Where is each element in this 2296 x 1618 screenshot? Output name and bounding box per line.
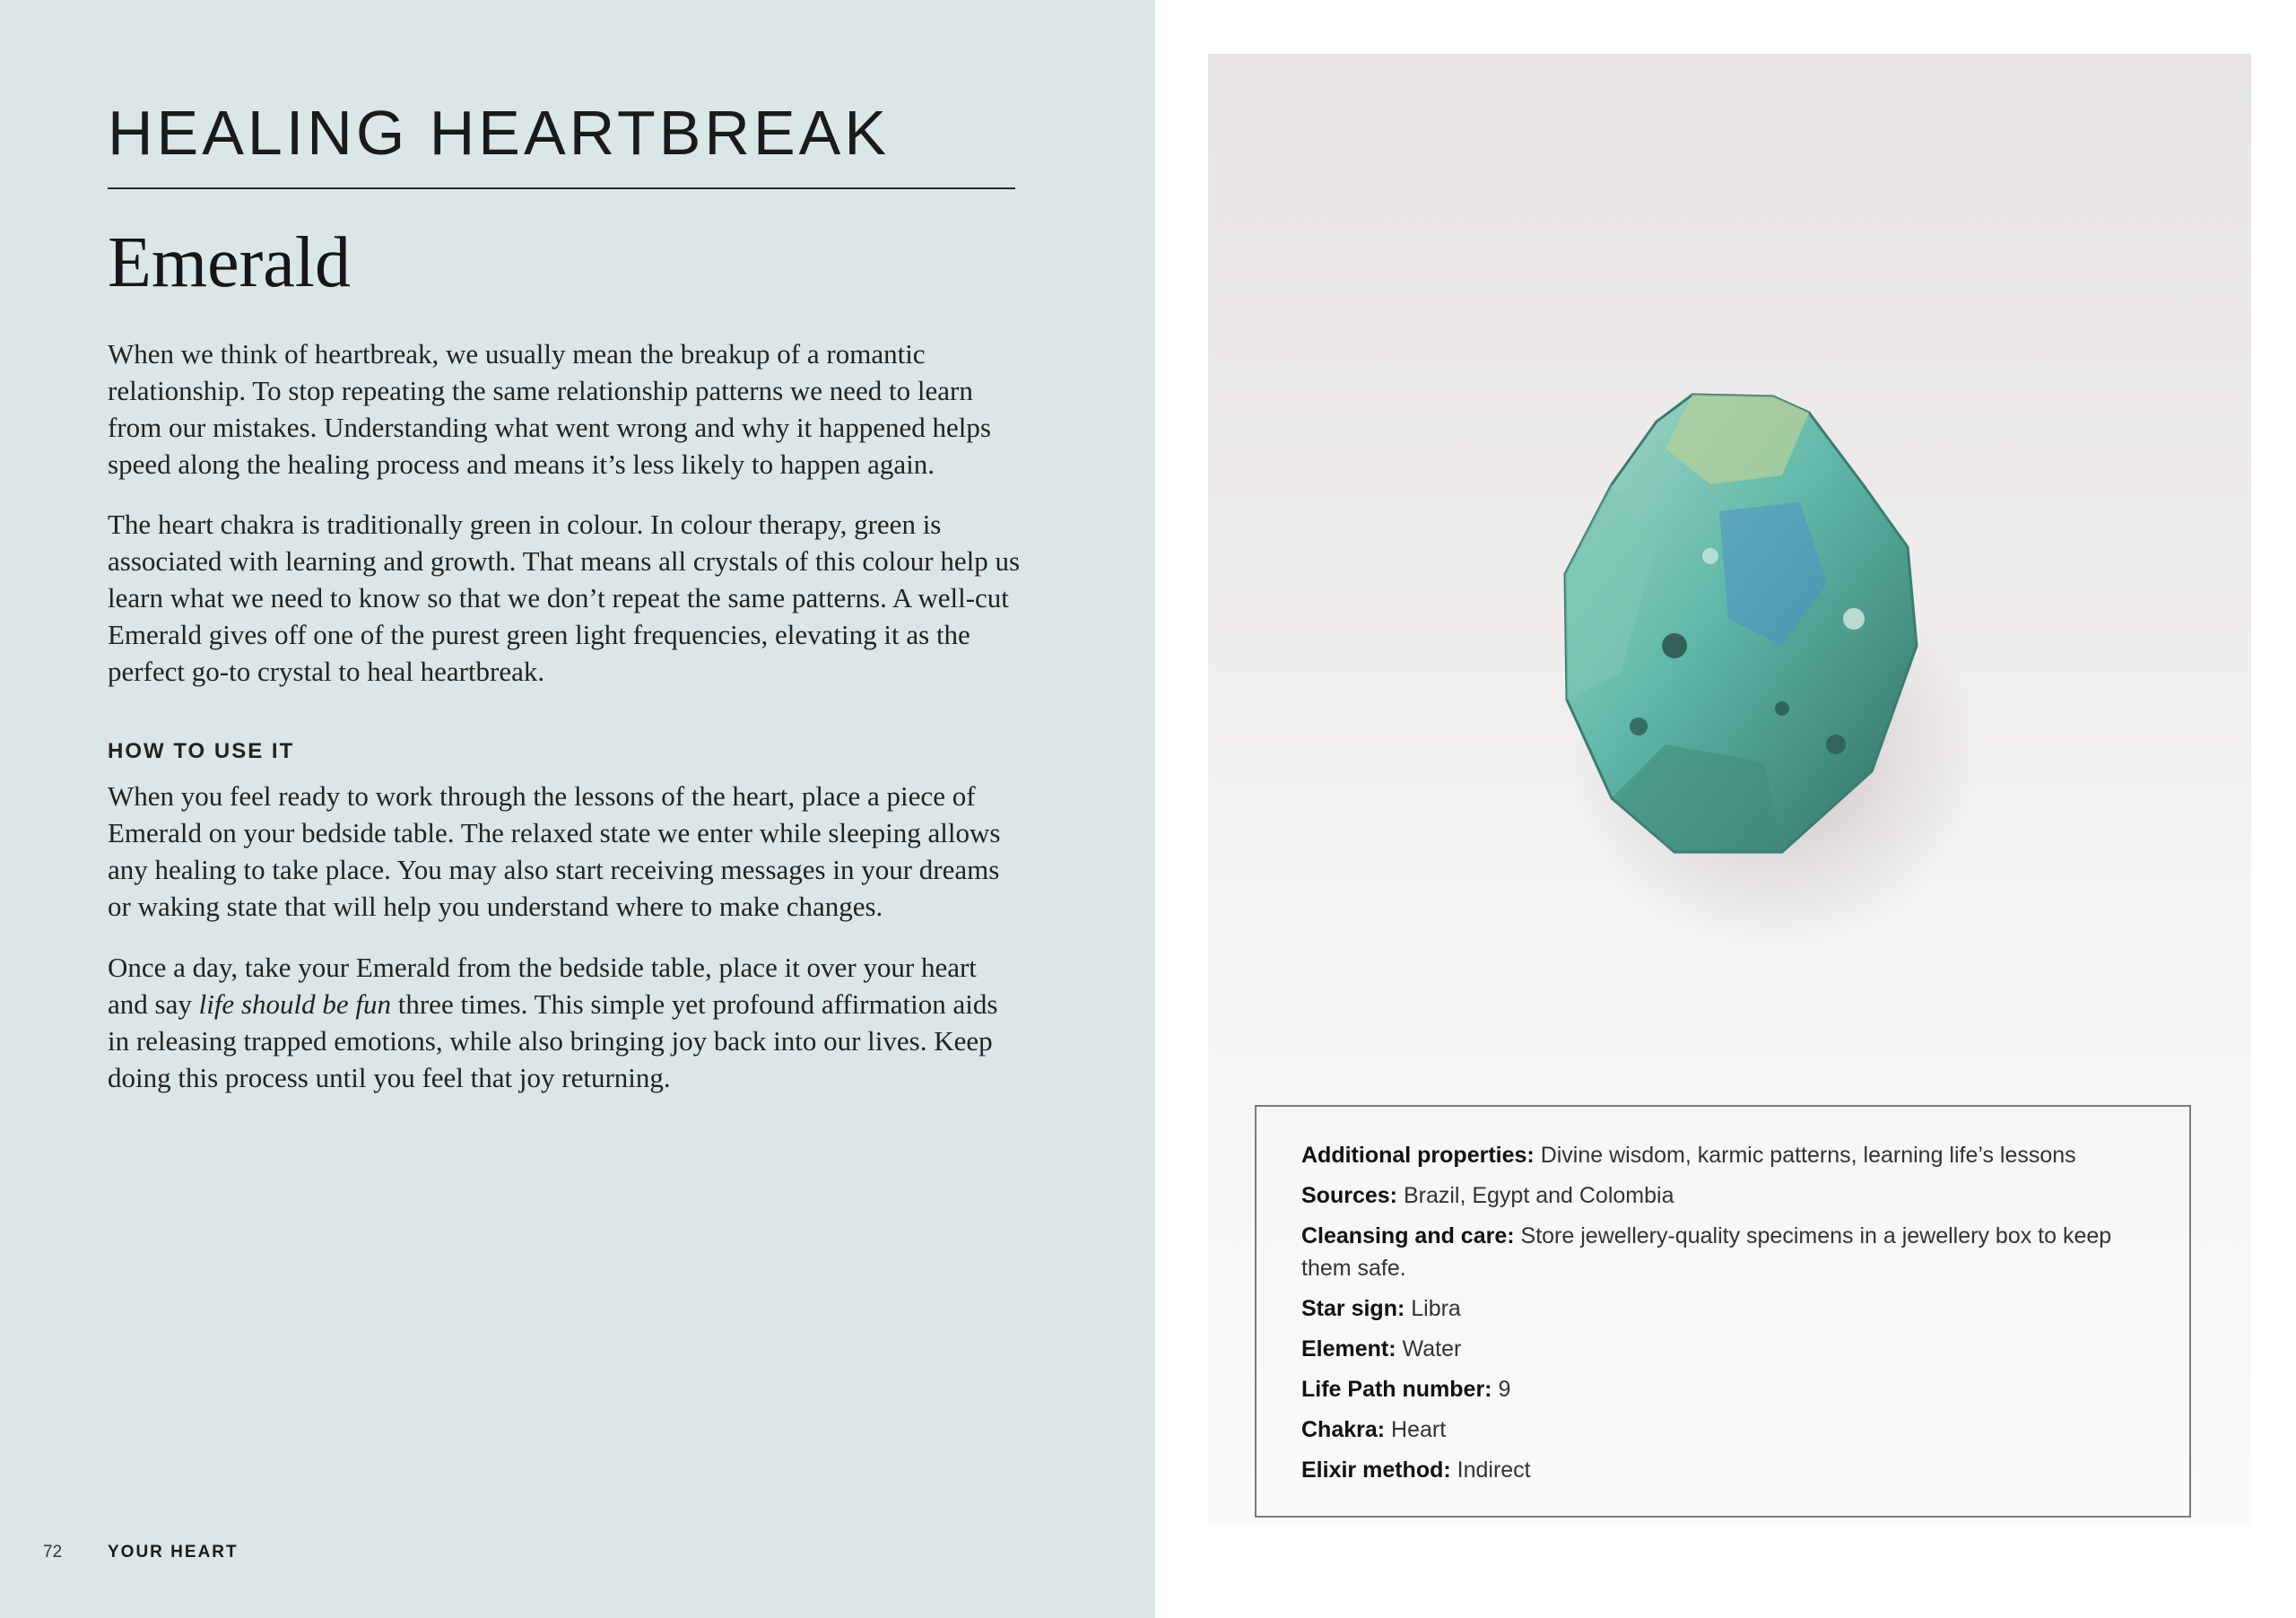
page-footer: [43, 1543, 239, 1562]
page-number: 72: [43, 1543, 63, 1561]
property-star-sign: Star sign: Libra: [1301, 1296, 1461, 1321]
property-chakra: Chakra: Heart: [1301, 1417, 1447, 1442]
section-title: HEALING HEARTBREAK: [108, 98, 891, 168]
emerald-crystal-image: [1513, 350, 1979, 888]
how-to-heading: HOW TO USE IT: [108, 739, 295, 763]
affirmation-paragraph: [108, 949, 1022, 1096]
property-element: Element: Water: [1301, 1336, 1462, 1361]
affirmation-phrase: life should be fun: [198, 988, 391, 1020]
affirmation-text-start: Once a day, take your Emerald from the bedside table, place it over your heart and say: [108, 952, 977, 1020]
running-head: YOUR HEART: [108, 1543, 239, 1561]
property-sources: Sources: Brazil, Egypt and Colombia: [1301, 1183, 1674, 1208]
right-page: [1155, 0, 2296, 1618]
chakra-paragraph: The heart chakra is traditionally green in colour. In colour therapy, green is associated with learning and growth. That means all crystals of this colour help us learn what we need to know so that we don’t repeat the same patterns. A well-cut Emerald gives off one of the purest green light frequencies, elevating it as the perfect go-to crystal to heal heartbreak.: [108, 509, 1021, 687]
property-life-path: Life Path number: 9: [1301, 1377, 1511, 1402]
properties-box: [1255, 1105, 2191, 1518]
crystal-name: Emerald: [108, 223, 351, 302]
affirmation-text-end: three times. This simple yet profound affirmation aids in releasing trapped emotions, while also bringing joy back into our lives. Keep doing this process until you feel that joy returning.: [108, 988, 998, 1093]
title-divider: [108, 187, 1015, 189]
property-cleansing: Cleansing and care: Store jewellery-quality specimens in a jewellery box to keep them safe.: [1301, 1223, 2112, 1281]
property-additional: Additional properties: Divine wisdom, karmic patterns, learning life’s lessons: [1301, 1143, 2076, 1168]
intro-paragraph: When we think of heartbreak, we usually mean the breakup of a romantic relationship. To stop repeating the same relationship patterns we need to learn from our mistakes. Understanding what went wrong and why it happened helps speed along the healing process and means it’s less likely to happen again.: [108, 338, 991, 480]
how-to-paragraph: When you feel ready to work through the lessons of the heart, place a piece of Emerald on your bedside table. The relaxed state we enter while sleeping allows any healing to take place. You may also start receiving messages in your dreams or waking state that will help you understand where to make changes.: [108, 780, 1001, 922]
property-elixir: Elixir method: Indirect: [1301, 1457, 1531, 1483]
